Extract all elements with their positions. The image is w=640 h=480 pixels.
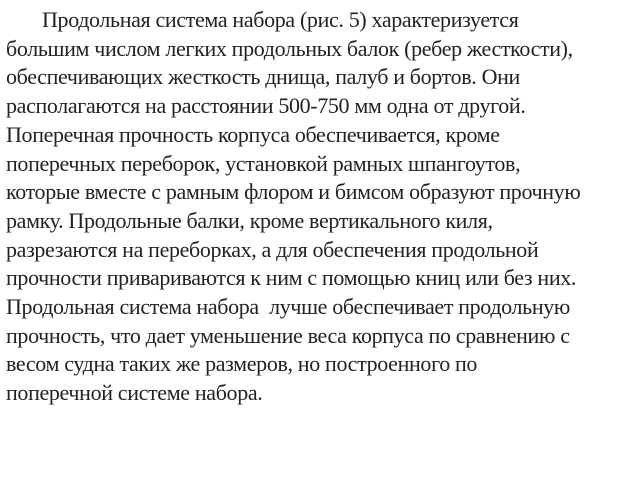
paragraph-line: которые вместе с рамным флором и бимсом образуют прочную [6,179,581,205]
body-paragraph [6,6,634,408]
paragraph-line: Поперечная прочность корпуса обеспечивается, кроме [6,121,500,147]
paragraph-line: прочности привариваются к ним с помощью книц или без них. [6,265,577,291]
paragraph-line: Продольная система набора лучше обеспечивает продольную [6,294,571,320]
paragraph-line: обеспечивающих жесткость днища, палуб и бортов. Они [6,64,520,90]
paragraph-line: поперечных переборок, установкой рамных шпангоутов, [6,150,521,176]
paragraph-line: рамку. Продольные балки, кроме вертикального киля, [6,207,493,233]
paragraph-line: большим числом легких продольных балок (ребер жесткости), [6,35,573,61]
paragraph-line: прочность, что дает уменьшение веса корпуса по сравнению с [6,322,570,348]
paragraph-line: разрезаются на переборках, а для обеспечения продольной [6,236,539,262]
paragraph-line: поперечной системе набора. [6,380,263,406]
paragraph-line: весом судна таких же размеров, но построенного по [6,351,478,377]
paragraph-line: располагаются на расстоянии 500-750 мм одна от другой. [6,93,526,119]
paragraph-line: Продольная система набора (рис. 5) характеризуется [42,7,519,32]
